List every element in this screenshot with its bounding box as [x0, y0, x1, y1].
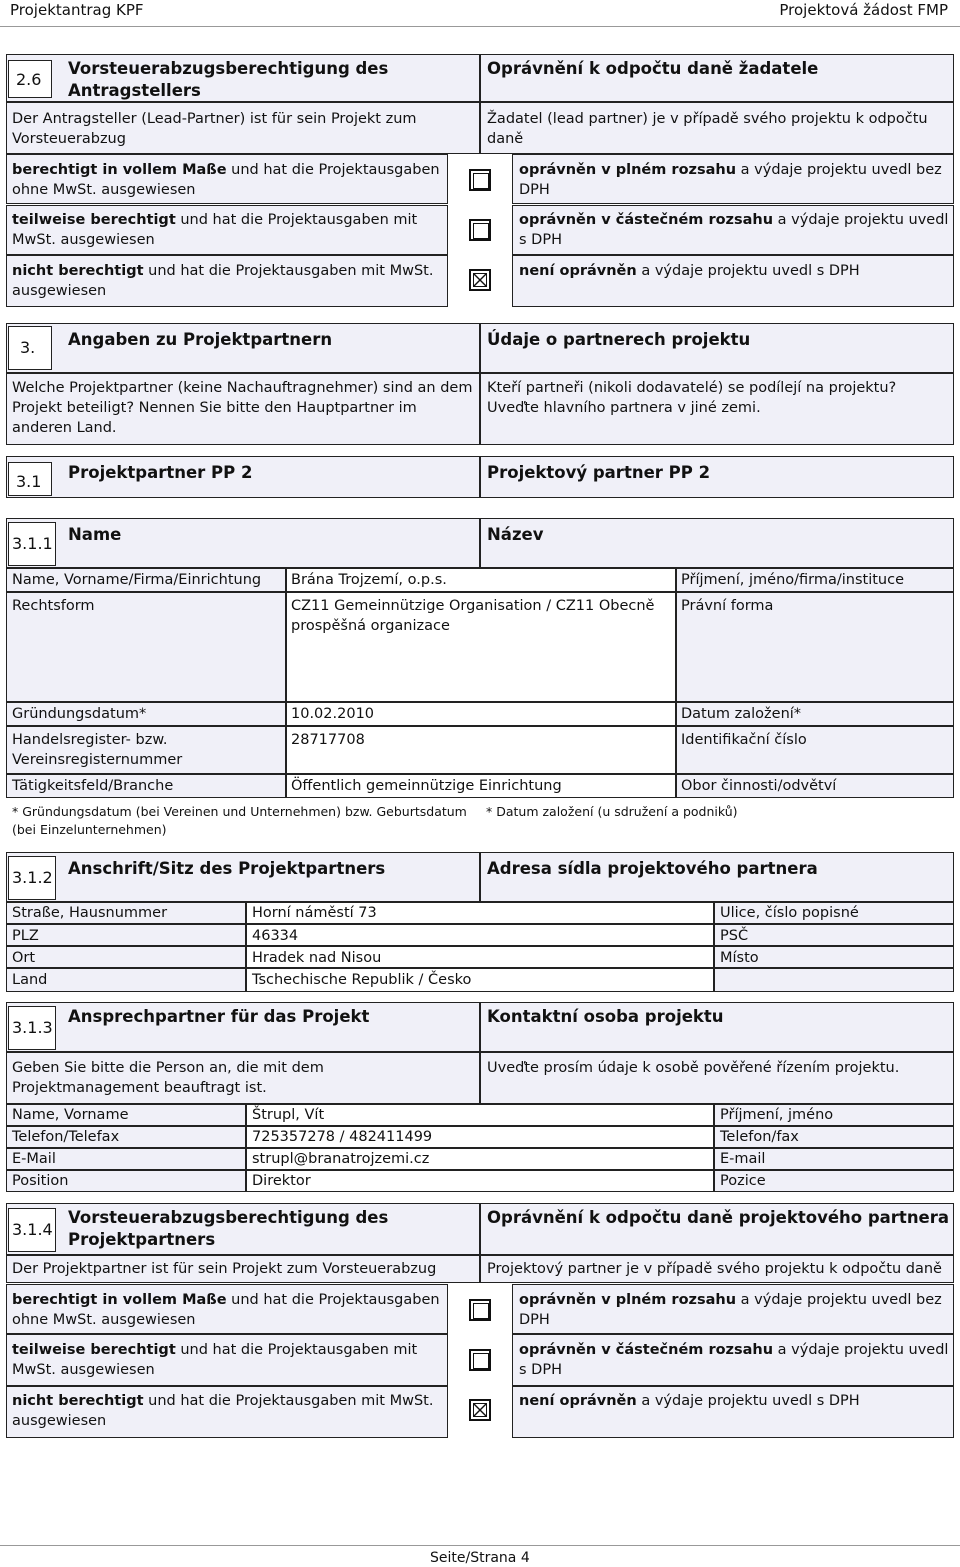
s312-number: 3.1.2 [12, 868, 53, 887]
s312-row1-de: Straße, Hausnummer [12, 905, 168, 921]
s26-opt2-checkbox[interactable] [469, 219, 491, 241]
s311-row2-cz: Právní forma [681, 598, 774, 614]
s314-title-cz: Oprávnění k odpočtu daně projektového partnera [487, 1208, 950, 1227]
s312-row4-de: Land [12, 972, 48, 988]
s311-row5-val: Öffentlich gemeinnützige Einrichtung [291, 778, 562, 794]
s313-number: 3.1.3 [12, 1018, 53, 1037]
s313-row1-de: Name, Vorname [12, 1107, 129, 1123]
s311-row4-cz: Identifikační číslo [681, 732, 807, 748]
s314-opt3-cz: není oprávněn a výdaje projektu uvedl s DPH [519, 1393, 860, 1409]
s311-row4-val: 28717708 [291, 732, 365, 748]
s3-desc-cz: Kteří partneři (nikoli dodavatelé) se podílejí na projektu? Uveďte hlavního partnera v jiné zemi. [487, 380, 897, 416]
s313-desc-de: Geben Sie bitte die Person an, die mit dem Projektmanagement beauftragt ist. [12, 1060, 324, 1096]
s312-row2-cz-box [714, 924, 954, 946]
footer-page-number: Seite/Strana 4 [430, 1550, 530, 1566]
s311-row3-val: 10.02.2010 [291, 706, 375, 722]
s313-row3-de: E-Mail [12, 1151, 56, 1167]
s314-number: 3.1.4 [12, 1220, 53, 1239]
s313-title-cz: Kontaktní osoba projektu [487, 1007, 724, 1026]
s26-opt1-cz: oprávněn v plném rozsahu a výdaje projektu uvedl bez DPH [519, 162, 942, 198]
s312-title-cz: Adresa sídla projektového partnera [487, 859, 818, 878]
s312-title-de: Anschrift/Sitz des Projektpartners [68, 859, 386, 878]
s314-intro-de: Der Projektpartner ist für sein Projekt zum Vorsteuerabzug [12, 1261, 437, 1277]
s314-opt2-checkbox[interactable] [469, 1349, 491, 1371]
s313-desc-cz: Uveďte prosím údaje k osobě pověřené řízením projektu. [487, 1060, 900, 1076]
s312-row2-de-box [6, 924, 246, 946]
s311-row3-de: Gründungsdatum* [12, 706, 147, 722]
s26-title-de: Vorsteuerabzugsberechtigung des Antragstellers [68, 59, 389, 100]
s313-row3-val: strupl@branatrojzemi.cz [252, 1151, 430, 1167]
s313-row4-val-box[interactable] [246, 1170, 714, 1192]
s311-row2-de: Rechtsform [12, 598, 95, 614]
s312-row4-cz-box [714, 968, 954, 992]
s312-row2-val-box[interactable] [246, 924, 714, 946]
s312-row3-de: Ort [12, 950, 36, 966]
s311-row1-cz: Příjmení, jméno/firma/instituce [681, 572, 905, 588]
s314-title-de: Vorsteuerabzugsberechtigung des Projektpartners [68, 1208, 389, 1249]
s312-row2-de: PLZ [12, 928, 39, 944]
s31-title-de: Projektpartner PP 2 [68, 463, 253, 482]
s313-row2-val: 725357278 / 482411499 [252, 1129, 433, 1145]
header-divider [0, 26, 960, 27]
header-right: Projektová žádost FMP [779, 1, 948, 19]
s312-row2-val: 46334 [252, 928, 299, 944]
s311-note-cz: * Datum založení (u sdružení a podniků) [486, 804, 738, 819]
s311-number: 3.1.1 [12, 534, 53, 553]
s313-row2-de: Telefon/Telefax [12, 1129, 120, 1145]
s313-row1-cz: Příjmení, jméno [720, 1107, 834, 1123]
s312-row3-cz: Místo [720, 950, 759, 966]
s3-title-de: Angaben zu Projektpartnern [68, 330, 333, 349]
header-left: Projektantrag KPF [10, 1, 144, 19]
s311-row5-de: Tätigkeitsfeld/Branche [12, 778, 174, 794]
s26-title-cz: Oprávnění k odpočtu daně žadatele [487, 59, 819, 78]
s314-opt3-de: nicht berechtigt und hat die Projektausgaben mit MwSt. ausgewiesen [12, 1393, 434, 1429]
s3-desc-de: Welche Projektpartner (keine Nachauftragnehmer) sind an dem Projekt beteiligt? Nennen Sie bitte den Hauptpartner im anderen Land. [12, 380, 473, 436]
s313-title-de: Ansprechpartner für das Projekt [68, 1007, 370, 1026]
s311-row3-cz: Datum založení* [681, 706, 802, 722]
s313-row4-de: Position [12, 1173, 69, 1189]
s313-row4-cz: Pozice [720, 1173, 766, 1189]
s26-opt1-checkbox[interactable] [469, 169, 491, 191]
s312-row3-de-box [6, 946, 246, 968]
s314-opt2-de: teilweise berechtigt und hat die Projektausgaben mit MwSt. ausgewiesen [12, 1342, 418, 1378]
s311-title-cz: Název [487, 525, 544, 544]
s26-opt2-cz: oprávněn v částečném rozsahu a výdaje projektu uvedl s DPH [519, 212, 949, 248]
s26-number: 2.6 [16, 70, 42, 89]
s311-title-cz-box [480, 518, 954, 568]
footer-divider [0, 1545, 960, 1546]
s26-opt2-de: teilweise berechtigt und hat die Projektausgaben mit MwSt. ausgewiesen [12, 212, 418, 248]
s312-row1-val: Horní náměstí 73 [252, 905, 377, 921]
s3-title-cz: Údaje o partnerech projektu [487, 330, 751, 349]
s313-row3-cz: E-mail [720, 1151, 766, 1167]
s311-title-de: Name [68, 525, 122, 544]
s26-intro-de: Der Antragsteller (Lead-Partner) ist für sein Projekt zum Vorsteuerabzug [12, 111, 417, 147]
s313-row2-cz: Telefon/fax [720, 1129, 799, 1145]
s311-row1-de: Name, Vorname/Firma/Einrichtung [12, 572, 262, 588]
s311-row2-val: CZ11 Gemeinnützige Organisation / CZ11 Obecně prospěšná organizace [291, 598, 655, 634]
s313-row1-val: Štrupl, Vít [252, 1107, 325, 1123]
s312-row2-cz: PSČ [720, 928, 749, 944]
s26-opt1-de: berechtigt in vollem Maße und hat die Projektausgaben ohne MwSt. ausgewiesen [12, 162, 440, 198]
s311-row4-de: Handelsregister- bzw. Vereinsregisternummer [12, 732, 183, 768]
s26-intro-cz: Žadatel (lead partner) je v případě svého projektu k odpočtu daně [487, 111, 928, 147]
s26-opt3-cz: není oprávněn a výdaje projektu uvedl s DPH [519, 263, 860, 279]
s312-row1-cz: Ulice, číslo popisné [720, 905, 859, 921]
s311-note-de: * Gründungsdatum (bei Vereinen und Unternehmen) bzw. Geburtsdatum (bei Einzelunternehmen) [12, 804, 467, 837]
s312-row4-val: Tschechische Republik / Česko [252, 972, 472, 988]
s3-number: 3. [20, 338, 36, 357]
s26-opt3-de: nicht berechtigt und hat die Projektausgaben mit MwSt. ausgewiesen [12, 263, 434, 299]
s313-row4-val: Direktor [252, 1173, 311, 1189]
s314-opt3-checkbox-checked[interactable] [469, 1399, 491, 1421]
s314-opt1-cz: oprávněn v plném rozsahu a výdaje projektu uvedl bez DPH [519, 1292, 942, 1328]
s26-opt3-checkbox-checked[interactable] [469, 269, 491, 291]
s314-opt1-de: berechtigt in vollem Maße und hat die Projektausgaben ohne MwSt. ausgewiesen [12, 1292, 440, 1328]
s314-opt2-cz: oprávněn v částečném rozsahu a výdaje projektu uvedl s DPH [519, 1342, 949, 1378]
s31-title-cz: Projektový partner PP 2 [487, 463, 711, 482]
s31-number: 3.1 [16, 472, 42, 491]
s311-row5-cz: Obor činnosti/odvětví [681, 778, 837, 794]
s314-intro-cz: Projektový partner je v případě svého projektu k odpočtu daně [487, 1261, 942, 1277]
s311-row1-val: Brána Trojzemí, o.p.s. [291, 572, 447, 588]
s314-opt1-checkbox[interactable] [469, 1299, 491, 1321]
s312-row3-val: Hradek nad Nisou [252, 950, 382, 966]
